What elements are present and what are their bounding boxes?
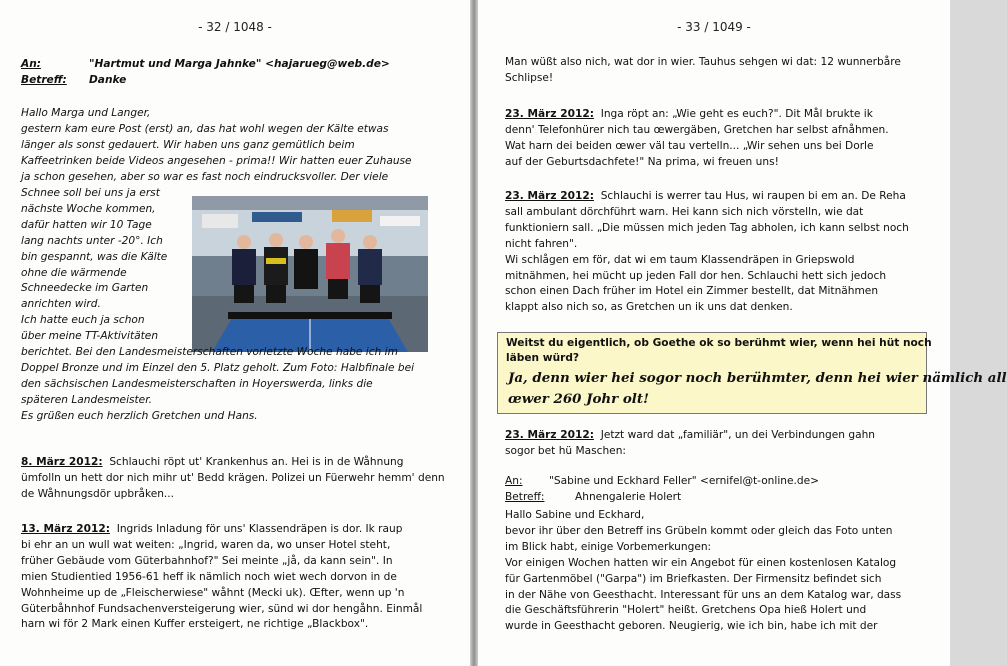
letter-line: bevor ihr über den Betreff ins Grübeln kommt oder gleich das Foto unten <box>505 524 893 537</box>
email-header <box>21 57 390 89</box>
letter-line: lang nachts unter -20°. Ich <box>21 234 163 247</box>
entry-text: Jetzt ward dat „familiär", un dei Verbindungen gahn <box>600 429 876 441</box>
letter-wrap-text <box>21 186 186 345</box>
to-label: An: <box>21 58 41 70</box>
diary-entry-march-13 <box>21 522 445 633</box>
letter-line: Doppel Bronze und im Einzel den 5. Platz geholt. Zum Foto: Halbfinale bei <box>21 361 415 374</box>
entry-line: ümfolln un hett dor nich mihr ut' Bedd krägen. Polizei un Füerwehr hemm' denn <box>21 471 445 484</box>
entry-text: Ingrids Inladung för uns' Klassendräpen is dor. Ik raup <box>116 523 403 535</box>
entry-first-line <box>505 107 925 123</box>
letter-line: berichtet. Bei den Landesmeisterschaften vorletzte Woche habe ich im <box>21 346 398 358</box>
entry-line: auf der Geburtsdachfete!" Na prima, wi freuen uns! <box>505 155 779 168</box>
entry-line: Wat harn dei beiden œwer väl tau vertelln... „Wir sehen uns bei Dorle <box>505 139 874 152</box>
diary-entry-march-23-a <box>505 107 925 171</box>
entry-text: Inga röpt an: „Wie geht es euch?". Dit Mål brukte ik <box>600 108 873 120</box>
letter-line: länger als sonst gedauert. Wir haben uns ganz gemütlich beim <box>21 138 355 151</box>
entry-first-line <box>505 428 925 444</box>
subject-label: Betreff: <box>505 490 545 503</box>
diary-entry-march-23-b <box>505 189 925 316</box>
letter-line: gestern kam eure Post (erst) an, das hat wohl wegen der Kälte etwas <box>21 122 389 135</box>
letter-line: Kaffeetrinken beide Videos angesehen - prima!! Wir hatten euer Zuhause <box>21 154 412 167</box>
letter-line: Hallo Sabine und Eckhard, <box>505 509 645 521</box>
quote-question-line: läben würd? <box>506 352 580 364</box>
intro-line: Man wüßt also nich, wat dor in wier. Tauhus sehgen wi dat: 12 wunnerbåre <box>505 56 901 68</box>
entry-date: 8. März 2012: <box>21 456 103 468</box>
quote-box <box>497 332 1007 414</box>
left-page <box>0 0 470 666</box>
letter-ending <box>21 345 445 425</box>
letter-line: späteren Landesmeister. <box>21 393 152 406</box>
letter-line: dafür hatten wir 10 Tage <box>21 218 152 231</box>
entry-line: sogor bet hü Maschen: <box>505 444 626 457</box>
intro-line: Schlipse! <box>505 71 554 84</box>
diary-entry-march-8 <box>21 455 445 503</box>
entry-line: sall ambulant dörchführt warn. Hei kann sich nich vörstelln, wie dat <box>505 205 864 218</box>
entry-line: funktioniern sall. „Die müssen mich jeden Tag abholen, ich kann selbst noch <box>505 221 909 234</box>
letter-line: nächste Woche kommen, <box>21 202 156 215</box>
to-value: "Hartmut und Marga Jahnke" <hajarueg@web.de> <box>89 58 390 70</box>
entry-line: de Wåhnungsdör upbråken... <box>21 487 175 500</box>
quote-answer <box>508 368 1007 410</box>
letter-line: ohne die wärmende <box>21 266 127 279</box>
letter-line: bin gespannt, was die Kälte <box>21 250 168 263</box>
entry-line: Güterbåhnhof Fundsachenversteigerung wier, sünd wi dor hengåhn. Einmål <box>21 602 423 615</box>
letter-line: Es grüßen euch herzlich Gretchen und Hans. <box>21 409 258 422</box>
entry-line: denn' Telefonhürer nich tau œwergäben, Gretchen har selbst afnåhmen. <box>505 123 889 136</box>
photo-illustration <box>192 196 428 352</box>
letter-line: für Gartenmöbel ("Garpa") im Briefkasten. Der Firmensitz befindet sich <box>505 572 882 585</box>
entry-line: bi ehr an un wull wat weiten: „Ingrid, waren da, wo unser Hotel steht, <box>21 538 391 551</box>
subject-label: Betreff: <box>21 73 67 86</box>
quote-question <box>506 336 932 366</box>
entry-first-line <box>21 522 445 538</box>
letter-line: wurde in Geesthacht geboren. Neugierig, wie ich bin, habe ich mit der <box>505 620 878 633</box>
entry-line: klappt also nich so, as Gretchen un ik uns dat denken. <box>505 301 793 314</box>
entry-date: 23. März 2012: <box>505 190 594 202</box>
page-number: - 32 / 1048 - <box>198 20 272 34</box>
email-header <box>505 474 925 506</box>
letter-line: anrichten wird. <box>21 298 101 311</box>
book-gutter <box>470 0 478 666</box>
letter-line: Schnee soll bei uns ja erst <box>21 187 160 199</box>
table-tennis-photo <box>192 196 428 352</box>
entry-line: Wi schlågen em för, dat wi em taum Klassendräpen in Griepswold <box>505 253 855 266</box>
quote-question-line: Weitst du eigentlich, ob Goethe ok so berühmt wier, wenn hei hüt noch <box>506 337 932 349</box>
letter-line: im Blick habt, einige Vorbemerkungen: <box>505 540 712 553</box>
entry-line: schon einen Dach früher im Hotel ein Zimmer bestellt, dat Mitnähmen <box>505 285 879 298</box>
letter-line: Schneedecke im Garten <box>21 282 149 295</box>
subject-value: Ahnengalerie Holert <box>575 490 682 503</box>
entry-first-line <box>21 455 445 471</box>
quote-answer-line: œwer 260 Johr olt! <box>508 391 649 407</box>
letter-line: Hallo Marga und Langer, <box>21 107 151 119</box>
letter-line: Vor einigen Wochen hatten wir ein Angebot für einen kostenlosen Katalog <box>505 556 897 569</box>
page-number: - 33 / 1049 - <box>677 20 751 34</box>
entry-date: 23. März 2012: <box>505 429 594 441</box>
quote-answer-line: Ja, denn wier hei sogor noch berühmter, denn hei wier nämlich all <box>508 370 1007 386</box>
entry-line: mitnähmen, hei mücht up jeden Fall dor hen. Schlauchi hett sich jedoch <box>505 269 887 282</box>
letter-line: Ich hatte euch ja schon <box>21 314 145 327</box>
subject-value: Danke <box>89 73 127 86</box>
letter-line: über meine TT-Aktivitäten <box>21 330 159 343</box>
letter-line: den sächsischen Landesmeisterschaften in Hoyerswerda, links die <box>21 377 373 390</box>
intro-text <box>505 55 925 87</box>
letter-line: die Geschäftsführerin "Holert" heißt. Gretchens Opa hieß Holert und <box>505 604 867 617</box>
entry-line: früher Gebäude vom Güterbahnhof?" Sei meinte „jå, da kann sein". In <box>21 554 393 567</box>
entry-line: Wohnheime up de „Fleischerwiese" wåhnt (Mecki uk). Œfter, wenn up 'n <box>21 586 405 599</box>
entry-text: Schlauchi is werrer tau Hus, wi raupen bi em an. De Reha <box>600 190 906 202</box>
entry-date: 13. März 2012: <box>21 523 110 535</box>
letter-line: in der Nähe von Geesthacht. Interessant für uns an dem Katalog war, dass <box>505 588 902 601</box>
entry-line: nicht fahren". <box>505 237 578 250</box>
to-value: "Sabine und Eckhard Feller" <ernifel@t-online.de> <box>549 475 820 487</box>
to-label: An: <box>505 475 523 487</box>
entry-line: mien Studientied 1956-61 heff ik nämlich noch wiet wech dorvon in de <box>21 570 397 583</box>
diary-entry-march-23-c <box>505 428 925 460</box>
entry-text: Schlauchi röpt ut' Krankenhus an. Hei is in de Wåhnung <box>109 456 404 468</box>
entry-date: 23. März 2012: <box>505 108 594 120</box>
letter-line: ja schon gesehen, aber so war es fast noch eindrucksvoller. Der viele <box>21 170 389 183</box>
letter-body <box>505 508 925 635</box>
entry-first-line <box>505 189 925 205</box>
entry-line: harn wi för 2 Mark einen Kuffer ersteigert, ne richtige „Blackbox". <box>21 618 369 631</box>
letter-body <box>21 106 445 186</box>
